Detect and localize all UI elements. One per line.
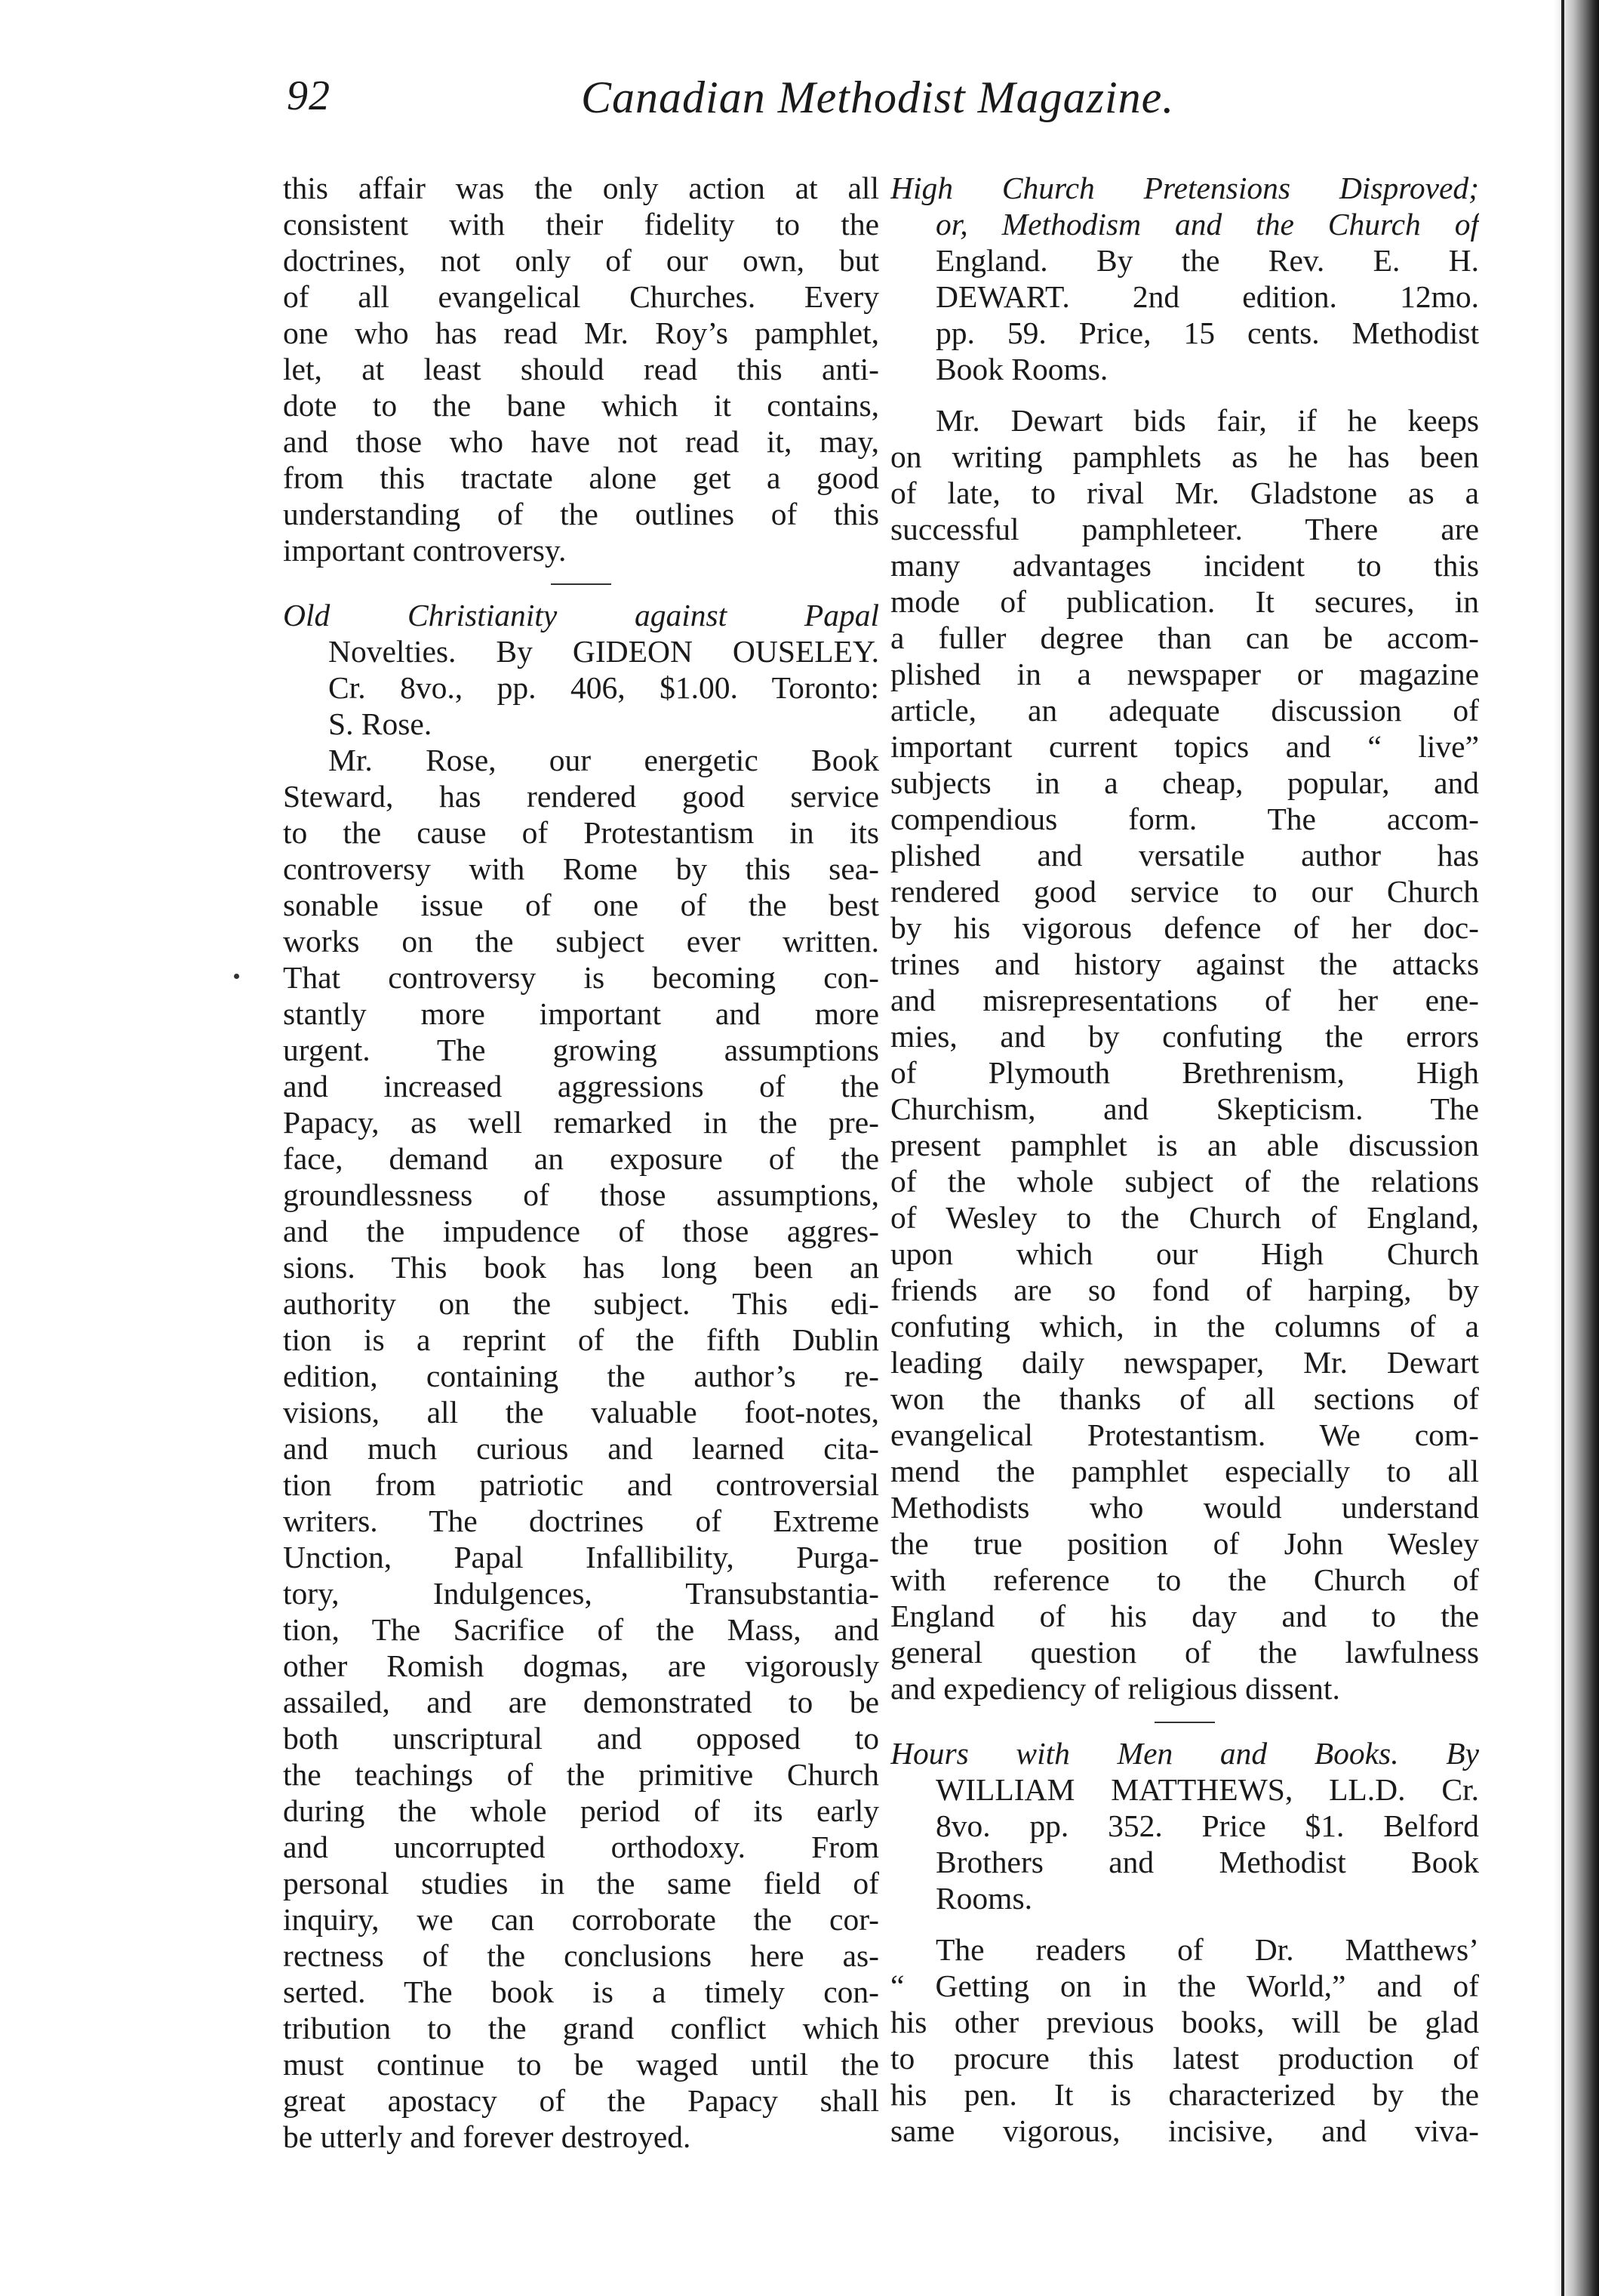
text-line: upon which our High Church <box>890 1236 1479 1271</box>
binding-line <box>1561 0 1564 2296</box>
text-line: mies, and by confuting the errors <box>890 1019 1479 1054</box>
review-heading-line: DEWART. 2nd edition. 12mo. <box>936 279 1479 314</box>
text-line: friends are so fond of harping, by <box>890 1273 1479 1307</box>
text-line: Papacy, as well remarked in the pre- <box>283 1105 879 1140</box>
text-line: this affair was the only action at all <box>283 171 879 205</box>
left-column <box>283 170 879 2155</box>
text-line: assailed, and are demonstrated to be <box>283 1685 879 1719</box>
spacer <box>890 387 1479 402</box>
text-line: compendious form. The accom- <box>890 802 1479 836</box>
review-heading-high-church <box>890 170 1479 387</box>
page-number: 92 <box>287 72 331 119</box>
review-heading-line: WILLIAM MATTHEWS, LL.D. Cr. <box>936 1772 1479 1807</box>
text-line: trines and history against the attacks <box>890 946 1479 981</box>
text-line: mode of publication. It secures, in <box>890 584 1479 619</box>
text-line: authority on the subject. This edi- <box>283 1286 879 1321</box>
text-line: serted. The book is a timely con- <box>283 1974 879 2009</box>
text-line: and the impudence of those aggres- <box>283 1214 879 1248</box>
text-line: personal studies in the same field of <box>283 1866 879 1901</box>
text-line: That controversy is becoming con- <box>283 960 879 995</box>
text-line: dote to the bane which it contains, <box>283 388 879 423</box>
text-line: stantly more important and more <box>283 996 879 1031</box>
text-line: and misrepresentations of her ene- <box>890 983 1479 1017</box>
text-line: from this tractate alone get a good <box>283 460 879 495</box>
text-line: tribution to the grand conflict which <box>283 2011 879 2045</box>
right-column <box>890 170 1479 2149</box>
text-line: to the cause of Protestantism in its <box>283 815 879 850</box>
text-line: mend the pamphlet especially to all <box>890 1454 1479 1488</box>
text-line: rectness of the conclusions here as- <box>283 1938 879 1973</box>
text-line: same vigorous, incisive, and viva- <box>890 2113 1479 2148</box>
text-line: tion is a reprint of the fifth Dublin <box>283 1322 879 1357</box>
page-header <box>287 72 1479 140</box>
text-line: sions. This book has long been an <box>283 1250 879 1285</box>
text-line: rendered good service to our Church <box>890 874 1479 909</box>
text-line: be utterly and forever destroyed. <box>283 2119 691 2154</box>
review-title-line: or, Methodism and the Church of <box>936 207 1479 242</box>
text-line: plished and versatile author has <box>890 838 1479 873</box>
review-heading-old-christianity <box>283 597 879 742</box>
text-line: successful pamphleteer. There are <box>890 512 1479 546</box>
text-line: both unscriptural and opposed to <box>283 1721 879 1756</box>
review-title-line: Hours with Men and Books. By <box>890 1736 1479 1771</box>
text-line: subjects in a cheap, popular, and <box>890 765 1479 800</box>
review-body-hours-with-men <box>890 1931 1479 2149</box>
text-line: with reference to the Church of <box>890 1562 1479 1597</box>
text-line: during the whole period of its early <box>283 1793 879 1828</box>
review-heading-hours-with-men <box>890 1735 1479 1916</box>
text-line: leading daily newspaper, Mr. Dewart <box>890 1345 1479 1380</box>
review-heading-line: 8vo. pp. 352. Price $1. Belford <box>936 1808 1479 1843</box>
review-title-line: Old Christianity against Papal <box>283 598 879 632</box>
text-line: tion from patriotic and controversial <box>283 1467 879 1502</box>
text-line: The readers of Dr. Matthews’ <box>936 1932 1479 1967</box>
text-line: of Wesley to the Church of England, <box>890 1200 1479 1235</box>
ink-speck <box>234 974 239 979</box>
text-line: important current topics and “ live” <box>890 729 1479 764</box>
text-line: and increased aggressions of the <box>283 1069 879 1103</box>
text-line: controversy with Rome by this sea- <box>283 851 879 886</box>
text-line: his other previous books, will be glad <box>890 2005 1479 2039</box>
text-line: urgent. The growing assumptions <box>283 1033 879 1067</box>
text-line: other Romish dogmas, are vigorously <box>283 1648 879 1683</box>
review-heading-line: Brothers and Methodist Book <box>936 1845 1479 1879</box>
text-line: general question of the lawfulness <box>890 1635 1479 1670</box>
text-line: face, demand an exposure of the <box>283 1141 879 1176</box>
text-line: a fuller degree than can be accom- <box>890 620 1479 655</box>
section-divider <box>551 583 611 585</box>
text-line: of all evangelical Churches. Every <box>283 279 879 314</box>
text-line: and much curious and learned cita- <box>283 1431 879 1466</box>
text-line: one who has read Mr. Roy’s pamphlet, <box>283 315 879 350</box>
running-title: Canadian Methodist Magazine. <box>581 72 1175 122</box>
text-line: article, an adequate discussion of <box>890 693 1479 728</box>
review-body-high-church <box>890 402 1479 1707</box>
text-line: his pen. It is characterized by the <box>890 2077 1479 2112</box>
text-line: great apostacy of the Papacy shall <box>283 2083 879 2118</box>
review-heading-line: England. By the Rev. E. H. <box>936 243 1479 278</box>
text-line: Mr. Dewart bids fair, if he keeps <box>936 403 1479 438</box>
page-binding-edge <box>1554 0 1599 2296</box>
section-divider <box>1155 1722 1215 1723</box>
text-line: and uncorrupted orthodoxy. From <box>283 1830 879 1864</box>
text-line: Methodists who would understand <box>890 1490 1479 1525</box>
text-line: Steward, has rendered good service <box>283 779 879 814</box>
text-line: inquiry, we can corroborate the cor- <box>283 1902 879 1937</box>
text-line: by his vigorous defence of her doc- <box>890 910 1479 945</box>
text-line: writers. The doctrines of Extreme <box>283 1503 879 1538</box>
review-heading-line: Book Rooms. <box>936 352 1109 386</box>
text-line: groundlessness of those assumptions, <box>283 1177 879 1212</box>
text-line: must continue to be waged until the <box>283 2047 879 2082</box>
spacer <box>890 1916 1479 1931</box>
text-line: doctrines, not only of our own, but <box>283 243 879 278</box>
text-line: edition, containing the author’s re- <box>283 1359 879 1393</box>
review-heading-line: Novelties. By GIDEON OUSELEY. <box>328 634 879 669</box>
intro-paragraph <box>283 170 879 568</box>
text-line: works on the subject ever written. <box>283 924 879 959</box>
review-title-line: High Church Pretensions Disproved; <box>890 171 1479 205</box>
text-line: understanding of the outlines of this <box>283 497 879 531</box>
text-line: plished in a newspaper or magazine <box>890 657 1479 691</box>
text-line: confuting which, in the columns of a <box>890 1309 1479 1343</box>
text-line: the teachings of the primitive Church <box>283 1757 879 1792</box>
text-line: England of his day and to the <box>890 1599 1479 1633</box>
text-line: let, at least should read this anti- <box>283 352 879 386</box>
text-line: present pamphlet is an able discussion <box>890 1128 1479 1162</box>
review-body-old-christianity <box>283 742 879 2155</box>
text-line: Mr. Rose, our energetic Book <box>328 743 879 777</box>
review-heading-line: Cr. 8vo., pp. 406, $1.00. Toronto: <box>328 670 879 705</box>
text-line: Unction, Papal Infallibility, Purga- <box>283 1540 879 1574</box>
text-line: “ Getting on in the World,” and of <box>890 1968 1479 2003</box>
text-line: Churchism, and Skepticism. The <box>890 1091 1479 1126</box>
review-heading-line: pp. 59. Price, 15 cents. Methodist <box>936 315 1479 350</box>
text-line: evangelical Protestantism. We com- <box>890 1417 1479 1452</box>
text-line: and expediency of religious dissent. <box>890 1671 1340 1706</box>
text-line: important controversy. <box>283 533 567 568</box>
text-line: to procure this latest production of <box>890 2041 1479 2076</box>
review-heading-line: Rooms. <box>936 1881 1032 1916</box>
text-line: of the whole subject of the relations <box>890 1164 1479 1199</box>
text-line: on writing pamphlets as he has been <box>890 439 1479 474</box>
text-line: many advantages incident to this <box>890 548 1479 583</box>
text-line: of late, to rival Mr. Gladstone as a <box>890 476 1479 510</box>
text-line: won the thanks of all sections of <box>890 1381 1479 1416</box>
text-line: of Plymouth Brethrenism, High <box>890 1055 1479 1090</box>
review-heading-line: S. Rose. <box>328 706 432 741</box>
text-line: and those who have not read it, may, <box>283 424 879 459</box>
text-line: sonable issue of one of the best <box>283 888 879 922</box>
text-line: tion, The Sacrifice of the Mass, and <box>283 1612 879 1647</box>
text-line: the true position of John Wesley <box>890 1526 1479 1561</box>
text-line: consistent with their fidelity to the <box>283 207 879 242</box>
text-line: tory, Indulgences, Transubstantia- <box>283 1576 879 1611</box>
text-line: visions, all the valuable foot-notes, <box>283 1395 879 1430</box>
